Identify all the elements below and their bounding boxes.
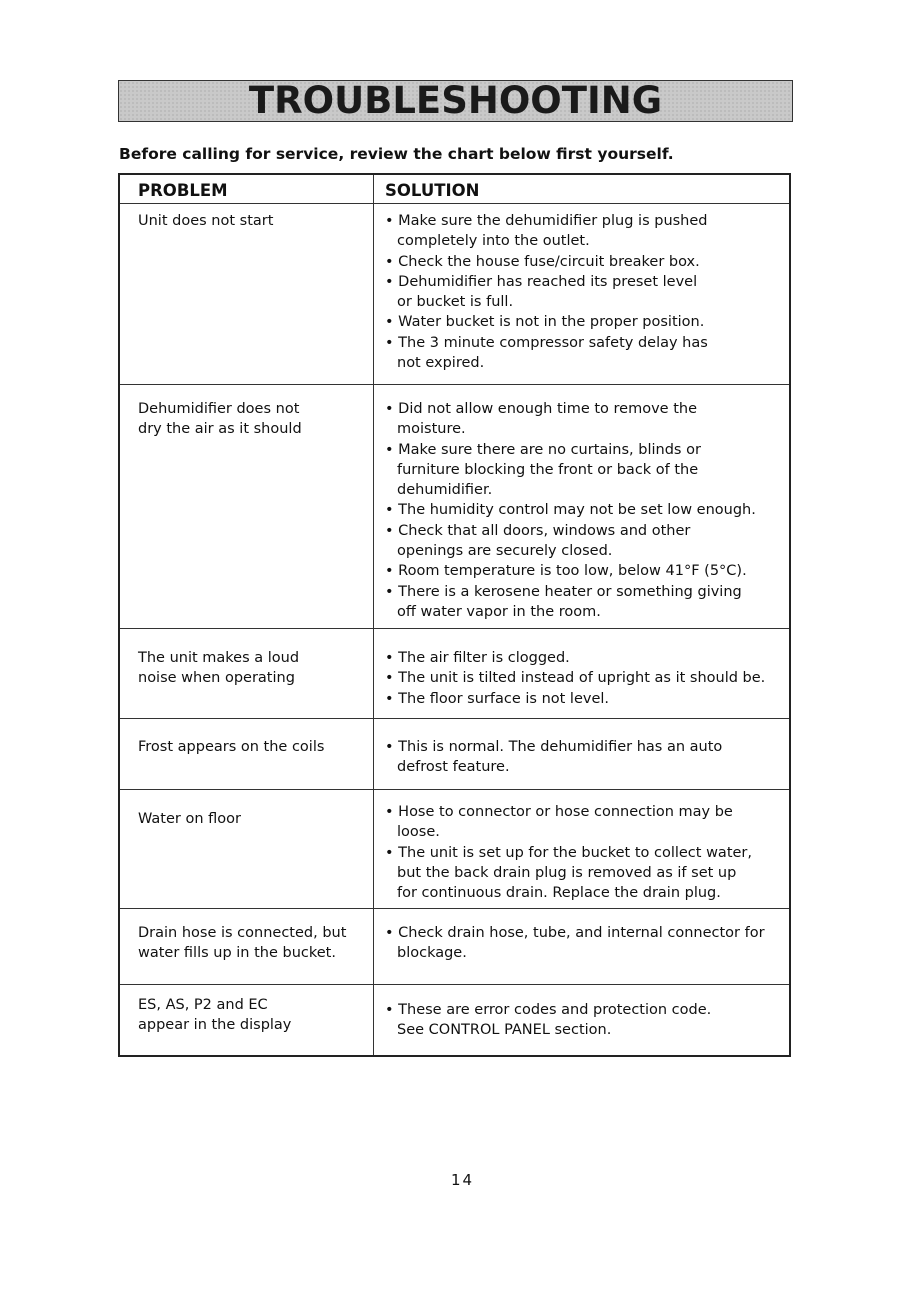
problem-text: Water on floor	[138, 811, 241, 827]
solution-bullet-text: • There is a kerosene heater or something giving	[385, 583, 742, 600]
problem-text: dry the air as it should	[138, 421, 302, 438]
solution-bullet-text: • The unit is tilted instead of upright as it should be.	[385, 670, 766, 687]
solution-bullet-text: • Dehumidifier has reached its preset level	[385, 273, 698, 290]
solution-cell	[385, 737, 722, 778]
solution-bullet-text: • Did not allow enough time to remove the	[385, 401, 697, 417]
problem-text: water fills up in the bucket.	[138, 945, 336, 962]
solution-bullet-text: dehumidifier.	[397, 482, 493, 499]
page-title: TROUBLESHOOTING	[248, 79, 663, 122]
row-divider	[120, 628, 789, 629]
solution-bullet-text: • Hose to connector or hose connection may be	[385, 804, 733, 820]
problem-text: ES, AS, P2 and EC	[138, 997, 268, 1013]
row-divider	[120, 203, 789, 204]
solution-bullet-text: • The unit is set up for the bucket to collect water,	[385, 844, 752, 861]
problem-cell	[138, 995, 291, 1036]
solution-bullet-text: • The humidity control may not be set low enough.	[385, 502, 756, 519]
troubleshooting-table	[118, 173, 791, 1057]
row-divider	[120, 984, 789, 985]
problem-cell	[138, 809, 241, 829]
problem-text: Unit does not start	[138, 213, 274, 229]
solution-bullet-text: • Room temperature is too low, below 41°F (5°C).	[385, 563, 747, 580]
intro-text: Before calling for service, review the chart below first yourself.	[119, 145, 674, 163]
solution-column-header: SOLUTION	[385, 181, 480, 200]
solution-bullet-text: openings are securely closed.	[397, 543, 613, 560]
solution-cell	[385, 648, 765, 709]
solution-bullet-text: • Check the house fuse/circuit breaker box.	[385, 253, 700, 270]
solution-bullet-text: • Check that all doors, windows and other	[385, 522, 691, 539]
solution-cell	[385, 802, 752, 903]
row-divider	[120, 908, 789, 909]
solution-bullet-text: not expired.	[397, 355, 485, 372]
solution-bullet-text: See CONTROL PANEL section.	[397, 1022, 612, 1039]
problem-cell	[138, 211, 273, 231]
problem-text: The unit makes a loud	[138, 650, 300, 666]
problem-cell	[138, 923, 346, 964]
solution-bullet-text: • The air filter is clogged.	[385, 650, 570, 666]
solution-bullet-text: • Make sure the dehumidifier plug is pushed	[385, 213, 708, 229]
solution-bullet-text: • The floor surface is not level.	[385, 690, 610, 707]
solution-cell	[385, 1000, 711, 1041]
title-banner	[118, 80, 793, 122]
problem-text: Dehumidifier does not	[138, 401, 300, 417]
solution-cell	[385, 211, 708, 373]
problem-text: Frost appears on the coils	[138, 739, 325, 755]
solution-bullet-text: defrost feature.	[397, 759, 510, 776]
solution-cell	[385, 923, 765, 964]
row-divider	[120, 384, 789, 385]
solution-bullet-text: • This is normal. The dehumidifier has an auto	[385, 739, 723, 755]
solution-bullet-text: but the back drain plug is removed as if set up	[397, 864, 737, 881]
solution-bullet-text: blockage.	[397, 945, 467, 962]
row-divider	[120, 718, 789, 719]
problem-text: appear in the display	[138, 1017, 292, 1034]
solution-bullet-text: • Make sure there are no curtains, blinds or	[385, 441, 701, 458]
solution-bullet-text: • These are error codes and protection code.	[385, 1002, 712, 1018]
solution-bullet-text: furniture blocking the front or back of the	[397, 461, 699, 478]
solution-bullet-text: or bucket is full.	[397, 294, 514, 311]
problem-text: noise when operating	[138, 670, 295, 687]
problem-column-header: PROBLEM	[138, 181, 228, 200]
row-divider	[120, 789, 789, 790]
column-divider	[373, 175, 374, 1055]
problem-text: Drain hose is connected, but	[138, 925, 347, 941]
solution-bullet-text: completely into the outlet.	[397, 233, 590, 250]
solution-bullet-text: moisture.	[397, 421, 466, 438]
solution-bullet-text: • The 3 minute compressor safety delay has	[385, 334, 708, 351]
page-number: 14	[451, 1171, 475, 1189]
solution-bullet-text: • Water bucket is not in the proper position.	[385, 314, 705, 331]
problem-cell	[138, 399, 302, 440]
solution-bullet-text: for continuous drain. Replace the drain plug.	[397, 885, 721, 902]
solution-cell	[385, 399, 756, 622]
solution-bullet-text: • Check drain hose, tube, and internal connector for	[385, 925, 765, 941]
solution-bullet-text: off water vapor in the room.	[397, 603, 601, 620]
solution-bullet-text: loose.	[397, 824, 440, 841]
problem-cell	[138, 737, 324, 757]
problem-cell	[138, 648, 299, 689]
